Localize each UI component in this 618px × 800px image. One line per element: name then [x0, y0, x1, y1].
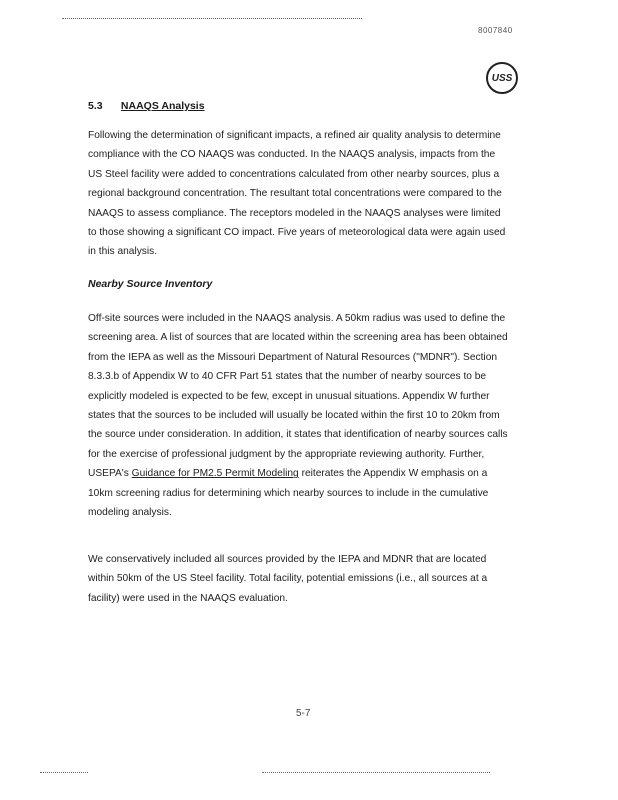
page-number: 5-7 — [296, 708, 311, 719]
intro-paragraph: Following the determination of significant impacts, a refined air quality analysis to determine compliance with the CO NAAQS was conducted. In the NAAQS analysis, impacts from the US Steel facility were added to concentrations calculated from other nearby sources, plus a regional background concentration. The resultant total concentrations were compared to the NAAQS to assess compliance. The receptors modeled in the NAAQS analyses were limited to those showing a significant CO impact. Five years of meteorological data were again used in this analysis. — [88, 130, 506, 258]
footer-dotted-rule-right — [262, 772, 490, 773]
footer-dotted-rule-left — [40, 772, 88, 773]
us-steel-logo-icon: USS — [486, 62, 518, 94]
inventory-text-part-2: reiterates the Appendix W emphasis on a 10km screening radius for determining which nearby sources to include in the cumulative modeling analysis. — [88, 468, 489, 519]
section-title: NAAQS Analysis — [120, 100, 205, 112]
document-id: 8007840 — [478, 26, 513, 35]
subheading-nearby-source-inventory: Nearby Source Inventory — [88, 278, 213, 290]
inventory-text-part-1: Off-site sources were included in the NAAQS analysis. A 50km radius was used to define the screening area. A list of sources that are located within the screening area has been obtained from the IEPA as well as the Missouri Department of Natural Resources ("MDNR"). Section 8.3.3.b of Appendix W to 40 CFR Part 51 states that the number of nearby sources to be explicitly modeled is expected to be few, except in unusual situations. Appendix W further states that the sources to be included will usually be located within the first 10 to 20km from the source under consideration. In addition, it states that identification of nearby sources calls for the exercise of professional judgment by the appropriate reviewing authority. Further, USEPA's — [88, 313, 508, 480]
conclusion-paragraph: We conservatively included all sources provided by the IEPA and MDNR that are located within 50km of the US Steel facility. Total facility, potential emissions (i.e., all sources at a facility) were used in the NAAQS evaluation. — [88, 554, 488, 604]
section-heading — [88, 100, 205, 112]
inventory-paragraph — [88, 309, 508, 522]
header-dotted-rule — [62, 18, 362, 19]
section-number: 5.3 — [88, 100, 103, 112]
guidance-document-title: Guidance for PM2.5 Permit Modeling — [131, 468, 299, 480]
